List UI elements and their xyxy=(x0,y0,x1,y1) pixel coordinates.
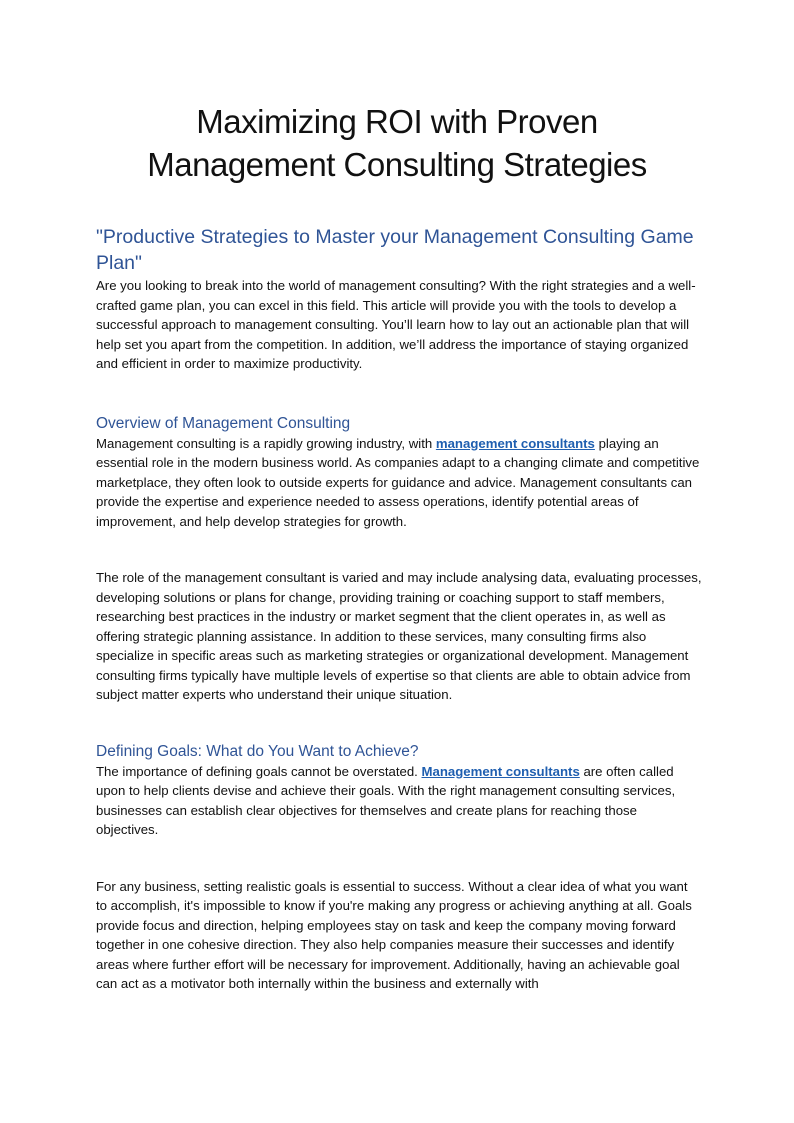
goals-paragraph-1 xyxy=(96,762,702,840)
goals-p1-text-before: The importance of defining goals cannot be overstated. xyxy=(96,763,422,779)
intro-heading: "Productive Strategies to Master your Management Consulting Game Plan" xyxy=(96,226,694,274)
page-title-line-1: Maximizing ROI with Proven xyxy=(196,103,598,140)
intro-paragraph: Are you looking to break into the world of management consulting? With the right strategies and a well-crafted game plan, you can excel in this field. This article will provide you with the tools to develop a successful approach to management consulting. You’ll learn how to lay out an actionable plan that will help set you apart from the competition. In addition, we’ll address the importance of staying organized and efficient in order to maximize productivity. xyxy=(96,278,696,371)
spacer xyxy=(96,374,702,414)
overview-p1-text-before: Management consulting is a rapidly growing industry, with xyxy=(96,435,436,451)
page-title-line-2: Management Consulting Strategies xyxy=(147,146,647,183)
document-body xyxy=(96,224,702,994)
goals-paragraph-2: For any business, setting realistic goals is essential to success. Without a clear idea of what you want to accomplish, it's impossible to know if you're making any progress or achieving anything at all. Goals provide focus and direction, helping employees stay on task and keep the company moving forward together in one cohesive direction. They also help companies measure their successes and identify areas where further effort will be necessary for improvement. Additionally, having an achievable goal can act as a motivator both internally within the business and externally with xyxy=(96,878,692,991)
spacer xyxy=(96,705,702,742)
overview-paragraph-1 xyxy=(96,434,702,532)
overview-p1-text-after: playing an essential role in the modern business world. As companies adapt to a changing climate and competitive marketplace, they often look to outside experts for guidance and advice. Management consultants can provide the expertise and experience needed to assess operations, identify potential areas of improvement, and help develop strategies for growth. xyxy=(96,435,700,529)
goals-heading: Defining Goals: What do You Want to Achieve? xyxy=(96,742,419,760)
overview-heading: Overview of Management Consulting xyxy=(96,414,351,432)
goals-p1-text-after: are often called upon to help clients devise and achieve their goals. With the right management consulting services, businesses can establish clear objectives for themselves and create plans for reaching those objectives. xyxy=(96,763,676,837)
overview-paragraph-2: The role of the management consultant is varied and may include analysing data, evaluating processes, developing solutions or plans for change, providing training or coaching support to staff members, researching best practices in the industry or market segment that the client operates in, as well as offering strategic planning assistance. In addition to these services, many consulting firms also specialize in specific areas such as marketing strategies or organizational development. Management consulting firms typically have multiple levels of expertise so that clients are able to obtain advice from subject matter experts who understand their unique situation. xyxy=(96,570,702,702)
management-consultants-link-2[interactable]: Management consultants xyxy=(421,763,580,779)
spacer xyxy=(96,840,702,877)
spacer xyxy=(96,531,702,568)
management-consultants-link[interactable]: management consultants xyxy=(435,435,595,451)
page-title xyxy=(96,100,698,186)
